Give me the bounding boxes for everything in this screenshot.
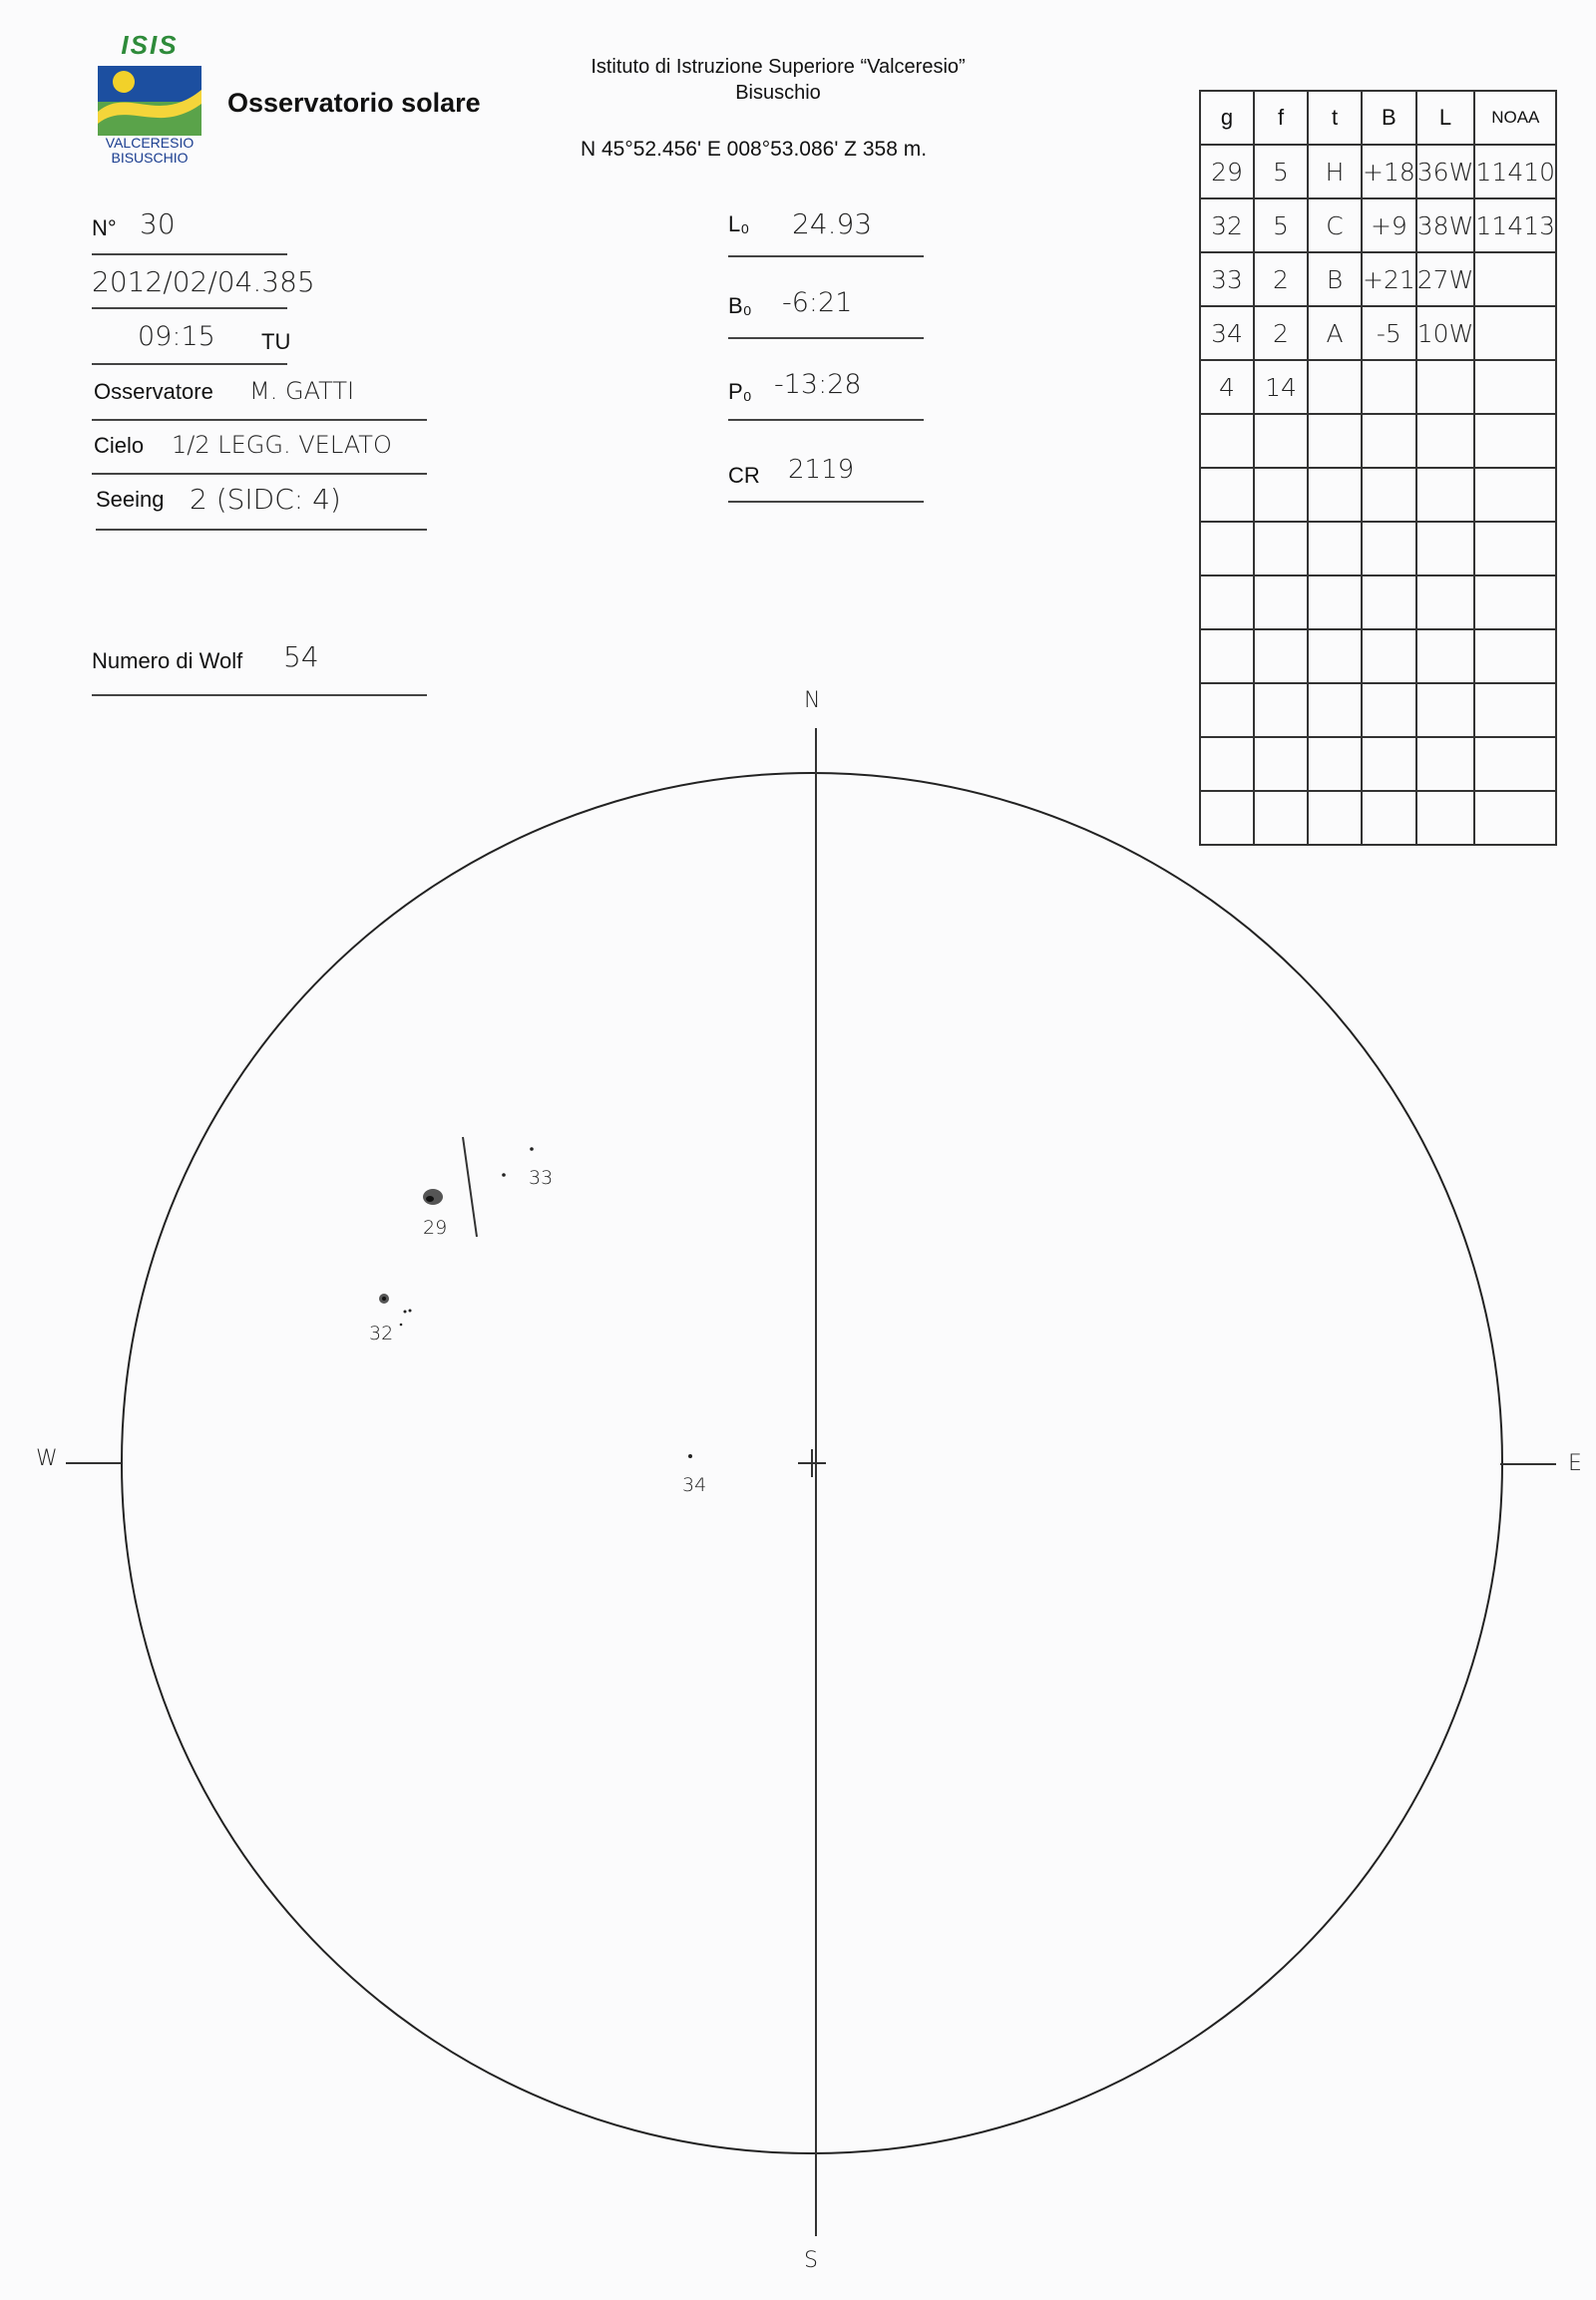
table-cell: 11413 bbox=[1474, 198, 1556, 252]
group-label-32: 32 bbox=[369, 1323, 394, 1344]
table-cell bbox=[1362, 629, 1416, 683]
table-cell bbox=[1308, 629, 1362, 683]
spot-group-29-penumbra bbox=[423, 1189, 443, 1205]
table-row bbox=[1200, 629, 1556, 683]
table-cell bbox=[1362, 468, 1416, 522]
spot-group-32-umbra bbox=[382, 1297, 386, 1301]
wolf-label: Numero di Wolf bbox=[92, 648, 243, 673]
header-noaa: NOAA bbox=[1474, 91, 1556, 145]
table-cell bbox=[1254, 629, 1308, 683]
table-row bbox=[1200, 468, 1556, 522]
table-cell bbox=[1308, 360, 1362, 414]
spot-group-32-small-b bbox=[409, 1310, 412, 1313]
table-cell: 36W bbox=[1416, 145, 1475, 198]
table-cell bbox=[1362, 414, 1416, 468]
table-cell bbox=[1200, 629, 1254, 683]
sky-label: Cielo bbox=[94, 433, 145, 458]
number-label: N° bbox=[92, 215, 117, 240]
table-cell: 4 bbox=[1200, 360, 1254, 414]
observer-label: Osservatore bbox=[94, 379, 213, 404]
table-cell bbox=[1362, 575, 1416, 629]
table-cell: C bbox=[1308, 198, 1362, 252]
table-row bbox=[1200, 252, 1556, 306]
table-cell: 33 bbox=[1200, 252, 1254, 306]
table-cell bbox=[1416, 468, 1475, 522]
seeing-label: Seeing bbox=[96, 487, 165, 512]
spot-group-33-b bbox=[502, 1173, 506, 1177]
table-cell: A bbox=[1308, 306, 1362, 360]
observer-value: M. GATTI bbox=[249, 377, 355, 405]
table-cell bbox=[1416, 575, 1475, 629]
logo-emblem bbox=[98, 66, 201, 136]
table-cell bbox=[1416, 522, 1475, 575]
table-cell: 11410 bbox=[1474, 145, 1556, 198]
table-cell: 2 bbox=[1254, 252, 1308, 306]
table-cell bbox=[1200, 522, 1254, 575]
table-header-row bbox=[1200, 91, 1556, 145]
institute-name: Istituto di Istruzione Superiore “Valceresio” bbox=[591, 56, 966, 78]
b0-value: -6:21 bbox=[782, 287, 853, 318]
group-29-marker-line bbox=[463, 1137, 477, 1237]
table-row bbox=[1200, 306, 1556, 360]
spot-group-34 bbox=[688, 1454, 692, 1458]
header-l: L bbox=[1416, 91, 1475, 145]
table-cell bbox=[1308, 575, 1362, 629]
table-cell: 34 bbox=[1200, 306, 1254, 360]
logo-caption-line2: BISUSCHIO bbox=[111, 150, 189, 166]
logo-caption-line1: VALCERESIO bbox=[105, 135, 195, 151]
table-cell bbox=[1474, 468, 1556, 522]
table-cell: B bbox=[1308, 252, 1362, 306]
table-cell bbox=[1474, 575, 1556, 629]
time-value: 09:15 bbox=[138, 321, 215, 352]
table-cell bbox=[1474, 629, 1556, 683]
table-row bbox=[1200, 414, 1556, 468]
table-cell bbox=[1254, 575, 1308, 629]
table-cell: 10W bbox=[1416, 306, 1475, 360]
table-cell bbox=[1308, 522, 1362, 575]
table-cell bbox=[1474, 252, 1556, 306]
table-cell bbox=[1416, 629, 1475, 683]
table-cell bbox=[1416, 414, 1475, 468]
l0-label: L₀ bbox=[728, 211, 750, 236]
table-row bbox=[1200, 198, 1556, 252]
table-cell: 32 bbox=[1200, 198, 1254, 252]
table-cell: 29 bbox=[1200, 145, 1254, 198]
header-t: t bbox=[1308, 91, 1362, 145]
table-cell bbox=[1308, 414, 1362, 468]
spot-group-32-small-a bbox=[404, 1311, 407, 1314]
table-cell bbox=[1416, 360, 1475, 414]
north-label: N bbox=[804, 688, 821, 713]
spot-group-33-a bbox=[530, 1147, 534, 1151]
observatory-title: Osservatorio solare bbox=[227, 88, 481, 118]
table-cell bbox=[1474, 306, 1556, 360]
p0-value: -13:28 bbox=[774, 369, 862, 400]
l0-value: 24.93 bbox=[792, 207, 873, 240]
time-unit: TU bbox=[261, 329, 291, 354]
seeing-value: 2 (SIDC: 4) bbox=[190, 483, 341, 516]
spot-group-29-umbra bbox=[426, 1196, 434, 1202]
solar-disk-drawing bbox=[0, 678, 1596, 2300]
date-value: 2012/02/04.385 bbox=[92, 265, 315, 298]
table-cell: 5 bbox=[1254, 198, 1308, 252]
logo-caption bbox=[95, 136, 204, 166]
table-row bbox=[1200, 575, 1556, 629]
header-b: B bbox=[1362, 91, 1416, 145]
table-row bbox=[1200, 145, 1556, 198]
table-cell: 14 bbox=[1254, 360, 1308, 414]
institute-town: Bisuschio bbox=[735, 82, 821, 104]
table-cell: 2 bbox=[1254, 306, 1308, 360]
table-row bbox=[1200, 522, 1556, 575]
group-label-34: 34 bbox=[682, 1474, 707, 1496]
wolf-value: 54 bbox=[283, 640, 319, 673]
table-cell: 38W bbox=[1416, 198, 1475, 252]
east-label: E bbox=[1568, 1451, 1582, 1476]
group-label-33: 33 bbox=[529, 1167, 554, 1189]
sky-value: 1/2 LEGG. VELATO bbox=[172, 431, 392, 459]
table-cell bbox=[1474, 414, 1556, 468]
table-cell bbox=[1474, 522, 1556, 575]
site-coordinates: N 45°52.456' E 008°53.086' Z 358 m. bbox=[581, 138, 928, 161]
cr-label: CR bbox=[728, 463, 760, 488]
table-cell: 5 bbox=[1254, 145, 1308, 198]
south-label: S bbox=[804, 2248, 818, 2273]
table-cell: 27W bbox=[1416, 252, 1475, 306]
west-label: W bbox=[36, 1446, 58, 1471]
table-cell: H bbox=[1308, 145, 1362, 198]
b0-label: B₀ bbox=[728, 293, 752, 318]
table-cell: +9 bbox=[1362, 198, 1416, 252]
table-cell bbox=[1200, 468, 1254, 522]
table-cell: +21 bbox=[1362, 252, 1416, 306]
table-row bbox=[1200, 360, 1556, 414]
logo-text: ISIS bbox=[121, 30, 179, 60]
table-cell bbox=[1200, 414, 1254, 468]
header-f: f bbox=[1254, 91, 1308, 145]
table-cell bbox=[1200, 575, 1254, 629]
header-g: g bbox=[1200, 91, 1254, 145]
table-cell bbox=[1254, 414, 1308, 468]
table-cell: -5 bbox=[1362, 306, 1416, 360]
table-cell bbox=[1308, 468, 1362, 522]
p0-label: P₀ bbox=[728, 379, 752, 404]
group-label-29: 29 bbox=[423, 1217, 448, 1239]
table-cell: +18 bbox=[1362, 145, 1416, 198]
table-cell bbox=[1254, 522, 1308, 575]
table-cell bbox=[1474, 360, 1556, 414]
cr-value: 2119 bbox=[788, 455, 855, 485]
table-cell bbox=[1362, 360, 1416, 414]
table-cell bbox=[1254, 468, 1308, 522]
institute-header bbox=[509, 54, 1047, 106]
number-value: 30 bbox=[140, 207, 176, 240]
spot-group-32-small-c bbox=[400, 1324, 403, 1327]
table-cell bbox=[1362, 522, 1416, 575]
